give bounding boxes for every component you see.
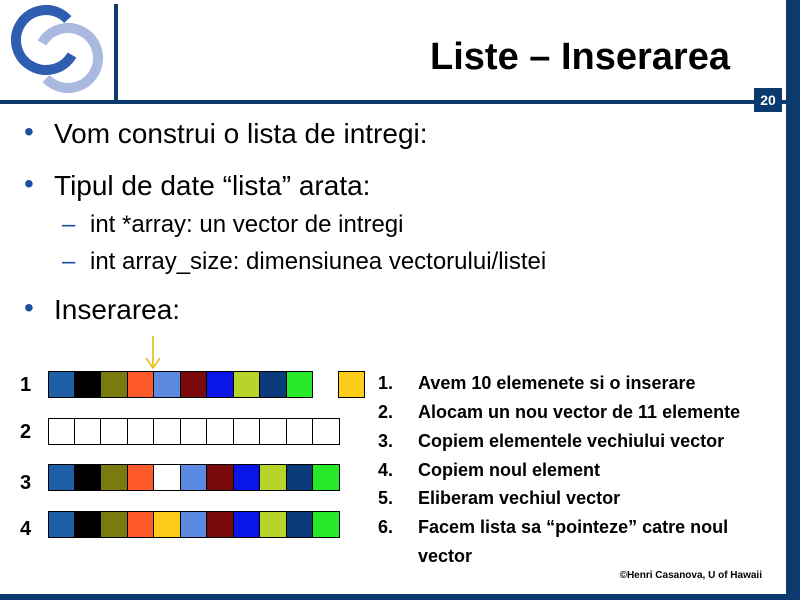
array-cell bbox=[260, 511, 287, 538]
array-cell bbox=[48, 418, 75, 445]
step-number: 2. bbox=[378, 402, 394, 422]
step-text: vector bbox=[418, 546, 473, 566]
array-row-2 bbox=[48, 418, 340, 445]
new-element-cell bbox=[338, 371, 365, 398]
array-cell bbox=[101, 371, 128, 398]
logo bbox=[0, 0, 114, 100]
array-cell bbox=[181, 511, 208, 538]
step-number: 4. bbox=[378, 460, 394, 480]
array-cell bbox=[48, 464, 75, 491]
dash-icon: – bbox=[62, 248, 76, 275]
array-cell bbox=[154, 371, 181, 398]
array-cell bbox=[154, 464, 181, 491]
page-title: Liste – Inserarea bbox=[430, 36, 730, 78]
bullet-icon: • bbox=[24, 116, 34, 147]
array-cell bbox=[48, 371, 75, 398]
array-cell bbox=[260, 464, 287, 491]
array-cell bbox=[75, 418, 102, 445]
array-cell bbox=[234, 511, 261, 538]
array-cell bbox=[234, 371, 261, 398]
array-cell bbox=[154, 511, 181, 538]
insert-arrow-icon bbox=[144, 336, 162, 372]
array-cell bbox=[128, 511, 155, 538]
bullet-icon: • bbox=[24, 168, 34, 199]
array-cell bbox=[207, 418, 234, 445]
array-cell bbox=[75, 464, 102, 491]
bullet-text: Tipul de date “lista” arata: bbox=[54, 170, 371, 201]
array-cell bbox=[181, 371, 208, 398]
array-row-1 bbox=[48, 371, 313, 398]
array-cell bbox=[234, 418, 261, 445]
array-row-3 bbox=[48, 464, 340, 491]
array-cell bbox=[101, 418, 128, 445]
step-number: 1. bbox=[378, 373, 394, 393]
array-cell bbox=[75, 511, 102, 538]
credit-footer: ©Henri Casanova, U of Hawaii bbox=[619, 570, 762, 581]
dash-icon: – bbox=[62, 211, 76, 238]
logo-icon bbox=[0, 0, 114, 100]
array-cell bbox=[128, 464, 155, 491]
bullet-icon: • bbox=[24, 292, 34, 323]
array-cell bbox=[287, 371, 314, 398]
row-label-4: 4 bbox=[20, 518, 32, 540]
array-cell bbox=[287, 418, 314, 445]
page-number: 20 bbox=[754, 88, 782, 112]
array-cell bbox=[101, 464, 128, 491]
array-cell bbox=[260, 418, 287, 445]
array-cell bbox=[154, 418, 181, 445]
row-label-2: 2 bbox=[20, 421, 32, 443]
array-cell bbox=[128, 418, 155, 445]
step-text: Avem 10 elemenete si o inserare bbox=[418, 373, 696, 393]
step-text: Copiem noul element bbox=[418, 460, 601, 480]
array-cell bbox=[313, 511, 340, 538]
array-cell bbox=[101, 511, 128, 538]
array-cell bbox=[287, 511, 314, 538]
array-cell bbox=[260, 371, 287, 398]
array-cell bbox=[181, 464, 208, 491]
array-cell bbox=[181, 418, 208, 445]
array-cell bbox=[313, 418, 340, 445]
sub-bullet-text: int *array: un vector de intregi bbox=[90, 211, 404, 238]
array-cell bbox=[313, 464, 340, 491]
bullet-text: Inserarea: bbox=[54, 294, 181, 325]
row-label-1: 1 bbox=[20, 374, 32, 396]
array-cell bbox=[287, 464, 314, 491]
step-text: Alocam un nou vector de 11 elemente bbox=[418, 402, 741, 422]
bullet-text: Vom construi o lista de intregi: bbox=[54, 118, 428, 149]
array-row-4 bbox=[48, 511, 340, 538]
array-cell bbox=[207, 371, 234, 398]
array-cell bbox=[75, 371, 102, 398]
step-text: Eliberam vechiul vector bbox=[418, 488, 621, 508]
sub-bullet-text: int array_size: dimensiunea vectorului/listei bbox=[90, 248, 547, 275]
array-cell bbox=[128, 371, 155, 398]
array-cell bbox=[48, 511, 75, 538]
step-number: 3. bbox=[378, 431, 394, 451]
step-text: Copiem elementele vechiului vector bbox=[418, 431, 725, 451]
step-text: Facem lista sa “pointeze” catre noul bbox=[418, 517, 729, 537]
row-label-3: 3 bbox=[20, 472, 32, 494]
step-number: 6. bbox=[378, 517, 394, 537]
step-number: 5. bbox=[378, 488, 394, 508]
array-cell bbox=[207, 511, 234, 538]
array-cell bbox=[207, 464, 234, 491]
array-cell bbox=[234, 464, 261, 491]
